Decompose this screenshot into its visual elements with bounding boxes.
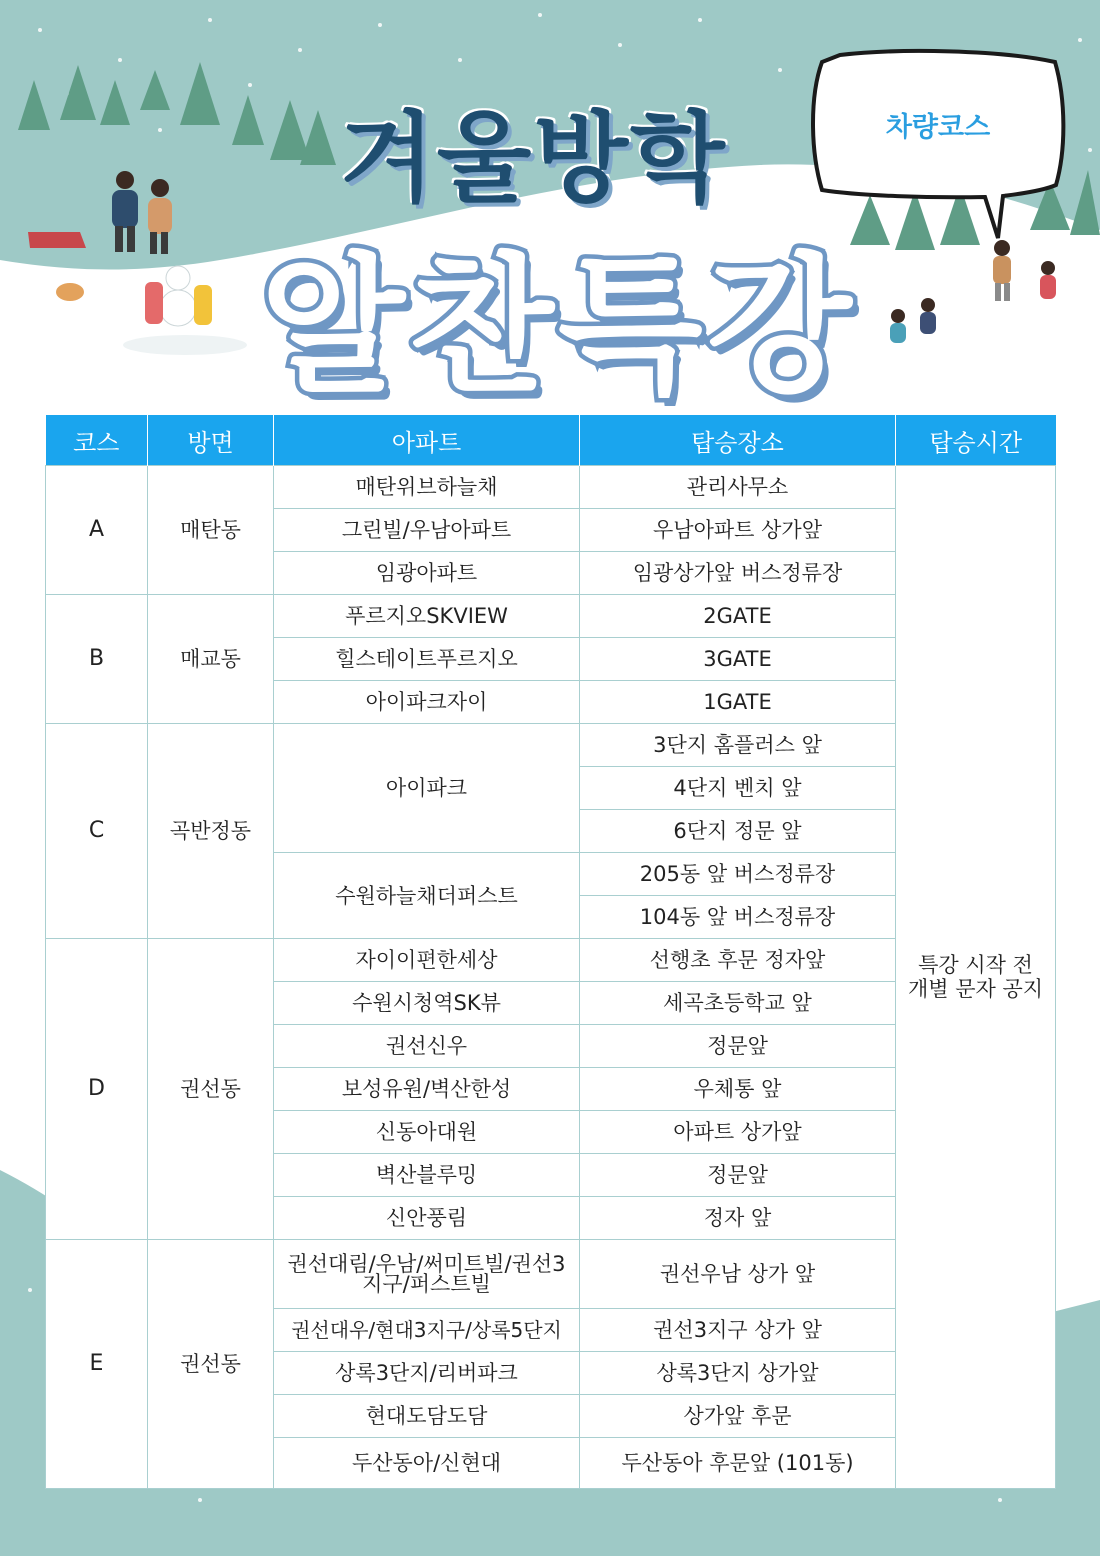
apartment-cell: 신안풍림 (274, 1197, 580, 1240)
area-cell: 매교동 (148, 595, 274, 724)
stop-cell: 관리사무소 (580, 466, 896, 509)
apartment-cell: 힐스테이트푸르지오 (274, 638, 580, 681)
apartment-cell: 권선대림/우남/써미트빌/권선3지구/퍼스트빌 (274, 1240, 580, 1309)
apartment-cell: 현대도담도담 (274, 1395, 580, 1438)
stop-cell: 205동 앞 버스정류장 (580, 853, 896, 896)
stop-cell: 우남아파트 상가앞 (580, 509, 896, 552)
area-cell: 매탄동 (148, 466, 274, 595)
stop-cell: 정문앞 (580, 1154, 896, 1197)
stop-cell: 정문앞 (580, 1025, 896, 1068)
area-cell: 권선동 (148, 939, 274, 1240)
table-row (46, 466, 1056, 509)
bubble-label: 차량코스 (885, 112, 991, 143)
stop-cell: 3GATE (580, 638, 896, 681)
stop-cell: 상록3단지 상가앞 (580, 1352, 896, 1395)
stop-cell: 2GATE (580, 595, 896, 638)
bus-route-table (45, 415, 1056, 1489)
stop-cell: 우체통 앞 (580, 1068, 896, 1111)
apartment-cell: 권선대우/현대3지구/상록5단지 (274, 1309, 580, 1352)
course-cell: A (46, 466, 148, 595)
boarding-time-cell (896, 466, 1056, 1489)
apartment-cell: 수원하늘채더퍼스트 (274, 853, 580, 939)
stop-cell: 정자 앞 (580, 1197, 896, 1240)
stop-cell: 아파트 상가앞 (580, 1111, 896, 1154)
course-cell: E (46, 1240, 148, 1489)
title-winter-break: 겨울방학 (340, 102, 727, 216)
stop-cell: 두산동아 후문앞 (101동) (580, 1438, 896, 1489)
stop-cell: 권선3지구 상가 앞 (580, 1309, 896, 1352)
course-cell: B (46, 595, 148, 724)
stop-cell: 6단지 정문 앞 (580, 810, 896, 853)
area-cell: 권선동 (148, 1240, 274, 1489)
apartment-cell: 매탄위브하늘채 (274, 466, 580, 509)
apartment-cell: 아이파크 (274, 724, 580, 853)
stop-cell: 권선우남 상가 앞 (580, 1240, 896, 1309)
header-boarding-place: 탑승장소 (580, 415, 896, 466)
apartment-cell: 두산동아/신현대 (274, 1438, 580, 1489)
header-course: 코스 (46, 415, 148, 466)
stop-cell: 104동 앞 버스정류장 (580, 896, 896, 939)
header-area: 방면 (148, 415, 274, 466)
apartment-cell: 아이파크자이 (274, 681, 580, 724)
course-cell: C (46, 724, 148, 939)
apartment-cell: 권선신우 (274, 1025, 580, 1068)
header-boarding-time: 탑승시간 (896, 415, 1056, 466)
stop-cell: 상가앞 후문 (580, 1395, 896, 1438)
apartment-cell: 신동아대원 (274, 1111, 580, 1154)
apartment-cell: 수원시청역SK뷰 (274, 982, 580, 1025)
stop-cell: 임광상가앞 버스정류장 (580, 552, 896, 595)
apartment-cell: 그린빌/우남아파트 (274, 509, 580, 552)
header-apartment: 아파트 (274, 415, 580, 466)
boarding-time-line1: 특강 시작 전 (918, 953, 1033, 977)
apartment-cell: 자이이편한세상 (274, 939, 580, 982)
stop-cell: 1GATE (580, 681, 896, 724)
apartment-cell: 보성유원/벽산한성 (274, 1068, 580, 1111)
stop-cell: 선행초 후문 정자앞 (580, 939, 896, 982)
stop-cell: 4단지 벤치 앞 (580, 767, 896, 810)
stop-cell: 3단지 홈플러스 앞 (580, 724, 896, 767)
table-header-row (46, 415, 1056, 466)
course-cell: D (46, 939, 148, 1240)
area-cell: 곡반정동 (148, 724, 274, 939)
apartment-cell: 임광아파트 (274, 552, 580, 595)
stop-cell: 세곡초등학교 앞 (580, 982, 896, 1025)
apartment-cell: 푸르지오SKVIEW (274, 595, 580, 638)
apartment-cell: 상록3단지/리버파크 (274, 1352, 580, 1395)
apartment-cell: 벽산블루밍 (274, 1154, 580, 1197)
boarding-time-line2: 개별 문자 공지 (907, 977, 1044, 1001)
title-special-lecture: 알찬특강 (260, 240, 856, 414)
